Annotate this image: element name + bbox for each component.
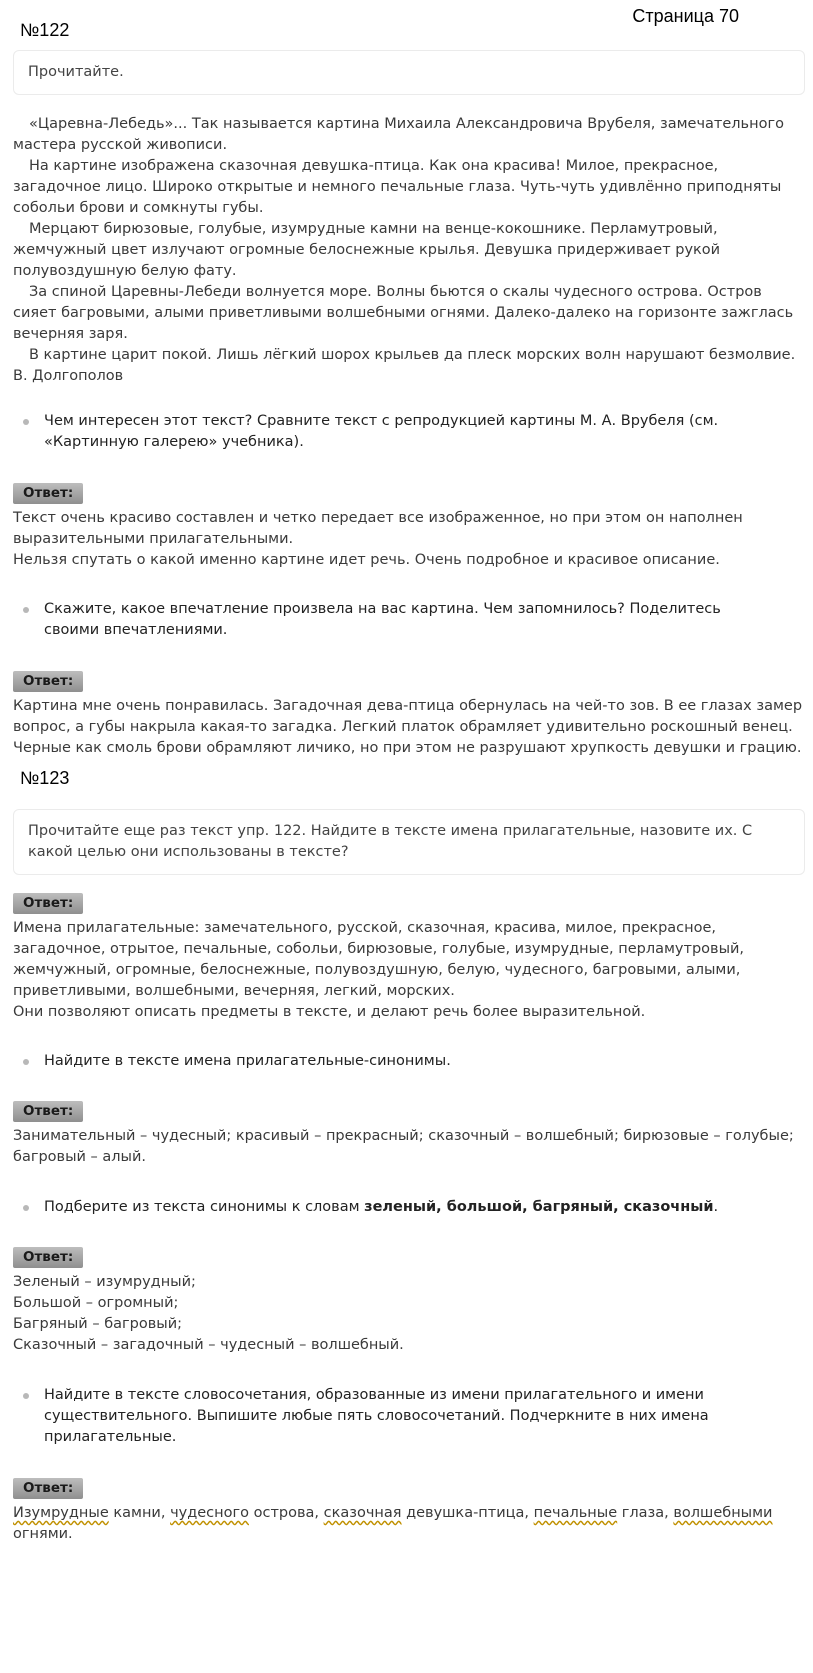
bullet-icon	[23, 1205, 29, 1211]
answer-paragraph: Картина мне очень понравилась. Загадочная дева-птица обернулась на чей-то зов. В ее глазах замер вопрос, а губы накрыла какая-то загадка. Легкий платок обрамляет удивительно роскошный венец. Черные как смоль брови обрамляют личико, но при этом не разрушают хрупкость девушки и грацию.	[13, 698, 803, 756]
answer-badge: Ответ:	[13, 483, 83, 504]
answer-text	[13, 508, 808, 571]
answer-text	[13, 1272, 808, 1356]
answer-badge: Ответ:	[13, 893, 83, 914]
answer-text	[13, 1503, 808, 1545]
answer-paragraph: Нельзя спутать о какой именно картине идет речь. Очень подробное и красивое описание.	[13, 552, 720, 568]
text-paragraph: В картине царит покой. Лишь лёгкий шорох крыльев да плеск морских волн нарушают безмолвие.	[29, 347, 796, 363]
noun-text: острова,	[249, 1505, 324, 1521]
answer-text	[13, 696, 808, 759]
answer-text	[13, 918, 808, 1023]
noun-text: глаза,	[617, 1505, 674, 1521]
underlined-adjective: чудесного	[170, 1505, 249, 1521]
answer-text	[13, 1126, 808, 1168]
answer-line: Сказочный – загадочный – чудесный – волшебный.	[13, 1337, 404, 1353]
answer-badge: Ответ:	[13, 671, 83, 692]
underlined-adjective: сказочная	[323, 1505, 402, 1521]
question-item	[23, 1385, 763, 1448]
answer-line: Багряный – багровый;	[13, 1316, 183, 1332]
text-paragraph: На картине изображена сказочная девушка-птица. Как она красива! Милое, прекрасное, загадочное лицо. Широко открытые и немного печальные глаза. Чуть-чуть удивлённо приподняты собольи брови и сомкнуты губы.	[13, 158, 782, 216]
question-text: Найдите в тексте имена прилагательные-синонимы.	[44, 1053, 451, 1069]
exercise-122-number: №122	[20, 20, 70, 40]
bullet-icon	[23, 1059, 29, 1065]
page-number: Страница 70	[632, 6, 739, 26]
question-prefix: Подберите из текста синонимы к словам	[44, 1199, 365, 1215]
question-item	[23, 411, 763, 453]
noun-text: девушка-птица,	[401, 1505, 534, 1521]
underlined-adjective: Изумрудные	[13, 1505, 109, 1521]
answer-paragraph	[13, 1503, 808, 1545]
answer-line: Зеленый – изумрудный;	[13, 1274, 196, 1290]
underlined-adjective: печальные	[533, 1505, 618, 1521]
answer-paragraph: Они позволяют описать предметы в тексте, и делают речь более выразительной.	[13, 1004, 646, 1020]
answer-paragraph: Имена прилагательные: замечательного, русской, сказочная, красива, милое, прекрасное, загадочное, отрытое, печальные, собольи, бирюзовые, голубые, изумрудные, перламутровый, жемчужный, огромные, белоснежные, полувоздушную, белую, чудесного, багровыми, алыми, приветливыми, волшебными, вечерняя, легкий, морских.	[13, 920, 745, 999]
exercise-123-task: Прочитайте еще раз текст упр. 122. Найдите в тексте имена прилагательные, назовите их. С какой целью они использованы в тексте?	[13, 809, 805, 875]
bullet-icon	[23, 1393, 29, 1399]
text-paragraph: За спиной Царевны-Лебеди волнуется море. Волны бьются о скалы чудесного острова. Остров сияет багровыми, алыми приветливыми волшебными огнями. Далеко-далеко на горизонте зажглась вечерняя заря.	[13, 284, 794, 342]
exercise-122-text	[13, 114, 808, 387]
question-item	[23, 1197, 763, 1218]
underlined-adjective: волшебными	[673, 1505, 773, 1521]
question-text: Найдите в тексте словосочетания, образованные из имени прилагательного и имени существительного. Выпишите любые пять словосочетаний. Подчеркните в них имена прилагательные.	[44, 1387, 709, 1445]
text-paragraph: «Царевна-Лебедь»... Так называется картина Михаила Александровича Врубеля, замечательного мастера русской живописи.	[13, 116, 784, 153]
answer-badge: Ответ:	[13, 1478, 83, 1499]
bullet-icon	[23, 419, 29, 425]
question-suffix: .	[713, 1199, 719, 1215]
question-text: Чем интересен этот текст? Сравните текст с репродукцией картины М. А. Врубеля (см. «Картинную галерею» учебника).	[44, 413, 719, 450]
answer-badge: Ответ:	[13, 1247, 83, 1268]
exercise-123-number: №123	[20, 768, 70, 788]
exercise-122-task: Прочитайте.	[13, 50, 805, 95]
text-paragraph: Мерцают бирюзовые, голубые, изумрудные камни на венце-кокошнике. Перламутровый, жемчужный цвет излучают огромные белоснежные крылья. Девушка придерживает рукой полувоздушную белую фату.	[13, 221, 721, 279]
answer-line: Большой – огромный;	[13, 1295, 179, 1311]
question-text: Скажите, какое впечатление произвела на вас картина. Чем запомнилось? Поделитесь своими впечатлениями.	[44, 601, 721, 638]
bullet-icon	[23, 607, 29, 613]
answer-badge: Ответ:	[13, 1101, 83, 1122]
question-text	[44, 1197, 763, 1218]
question-keywords: зеленый, большой, багряный, сказочный	[364, 1199, 714, 1215]
text-author: В. Долгополов	[13, 368, 124, 384]
question-item	[23, 599, 763, 641]
answer-paragraph: Текст очень красиво составлен и четко передает все изображенное, но при этом он наполнен выразительными прилагательными.	[13, 510, 743, 547]
noun-text: камни,	[108, 1505, 171, 1521]
question-item	[23, 1051, 763, 1072]
answer-paragraph: Занимательный – чудесный; красивый – прекрасный; сказочный – волшебный; бирюзовые – голубые; багровый – алый.	[13, 1128, 794, 1165]
noun-text: огнями.	[13, 1526, 73, 1542]
